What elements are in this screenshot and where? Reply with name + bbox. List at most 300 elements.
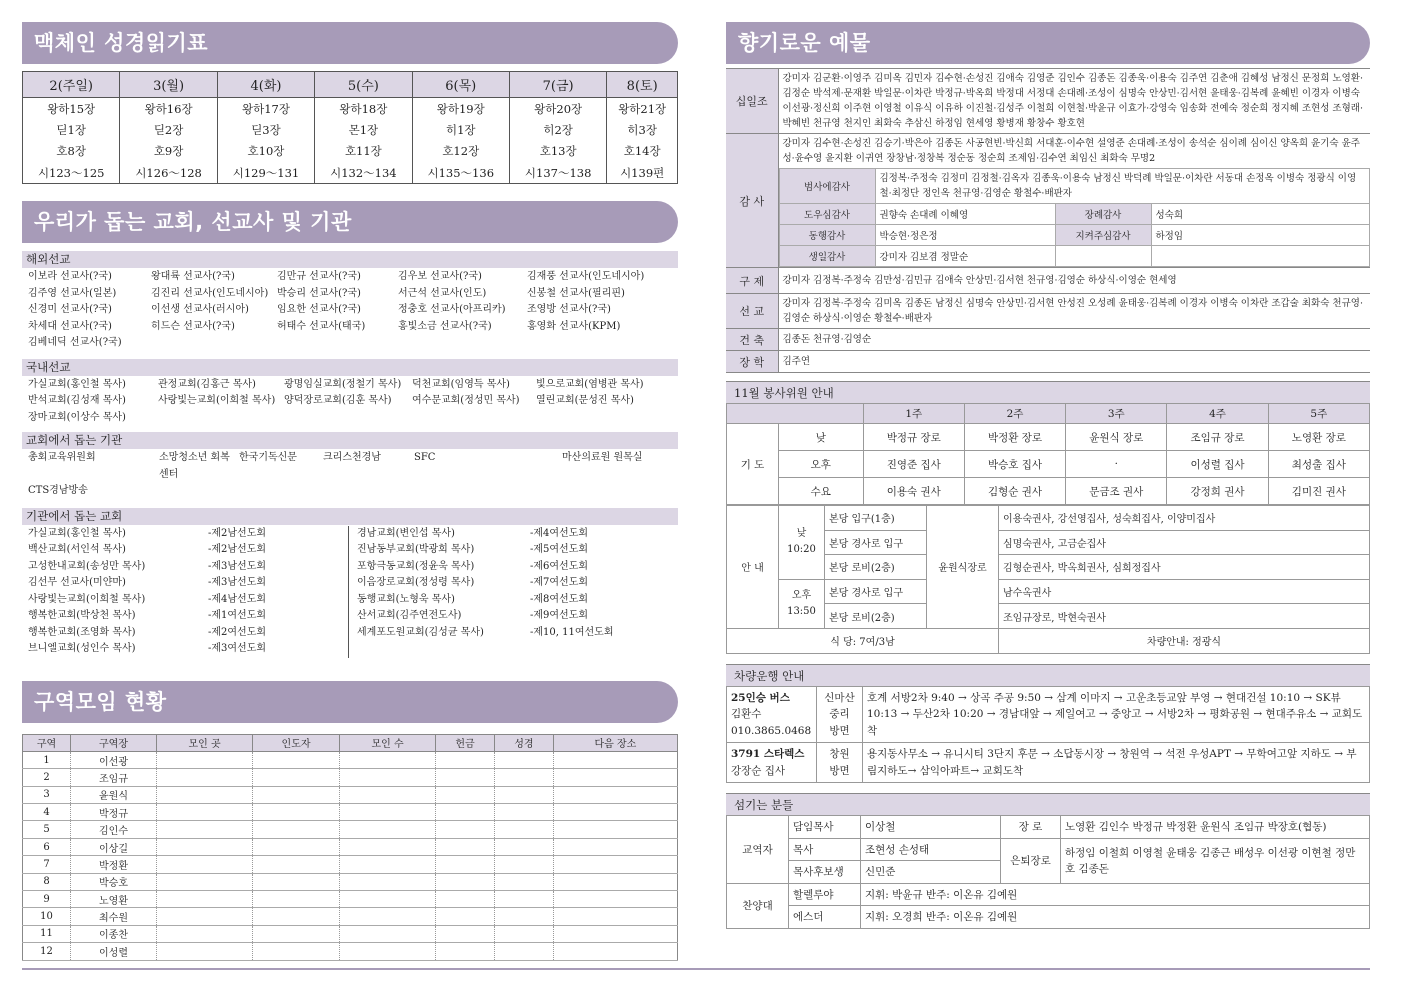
guide-names: 조임규장로, 박현숙권사 — [999, 604, 1370, 629]
reading-cell: 왕하21장 — [607, 98, 678, 120]
district-blank — [339, 925, 435, 942]
district-header: 성경 — [494, 734, 553, 751]
scholar-names: 김주연 — [778, 351, 1370, 373]
reading-cell: 딛3장 — [217, 119, 314, 141]
prayer-slot: 낮 — [779, 424, 864, 451]
district-header: 헌금 — [436, 734, 495, 751]
domestic-item: 가실교회(홍인철 목사) — [28, 378, 126, 390]
district-leader: 박승호 — [71, 873, 157, 890]
district-blank — [253, 943, 340, 960]
guide-label: 안 내 — [727, 506, 779, 629]
org-item: 크리스천경남 — [323, 452, 381, 463]
sub-label: 장례감사 — [1055, 204, 1151, 225]
domestic-item: 빛으로교회(염병관 목사) — [536, 378, 644, 390]
district-leader: 이종찬 — [71, 925, 157, 942]
district-blank — [494, 786, 553, 803]
district-blank — [436, 804, 495, 821]
day-header: 2(주일) — [23, 72, 120, 98]
reading-cell: 딛1장 — [23, 119, 120, 141]
prayer-cell: 김형순 권사 — [964, 478, 1065, 505]
district-blank — [157, 908, 253, 925]
reading-cell: 호10장 — [217, 141, 314, 163]
church-item: 경남교회(변인섭 목사) — [348, 526, 530, 543]
district-header: 모인 곳 — [157, 734, 253, 751]
guide-place: 본당 입구(1층) — [825, 506, 927, 531]
building-label: 건 축 — [726, 329, 778, 351]
district-blank — [339, 804, 435, 821]
missionary-item: 박승리 선교사(?국) — [277, 287, 361, 299]
bus-name: 3791 스타렉스 — [731, 748, 805, 761]
church-group: -제10, 11여선도회 — [530, 626, 614, 638]
church-group: -제3남선도회 — [208, 577, 267, 588]
thanks-names: 강미자 김수현·손성진 김승기·박은아 김종돈 사공현빈·박신희 서대훈·이수현 설영준 손대례·조성이 송석순 심이례 심이신 양옥희 윤기숙 윤주성·윤수영 윤지환 이귀연 장창남·정창복 정순동 정순희 조제임·김수연 최임신 최화숙 무명2 — [782, 138, 1360, 164]
domestic-item: 장마교회(이상수 목사) — [28, 411, 126, 423]
district-blank — [157, 821, 253, 838]
sub-names: 성숙희 — [1151, 204, 1370, 225]
sub-names: 권향숙 손대례 이혜영 — [875, 204, 1055, 225]
church-item: 가실교회(홍인철 목사) — [28, 527, 126, 539]
district-blank — [553, 769, 677, 786]
day-header: 6(목) — [412, 72, 509, 98]
church-group: -제9여선도회 — [530, 610, 589, 621]
district-blank — [436, 891, 495, 908]
church-item: 고성한내교회(송성만 목사) — [28, 560, 146, 572]
choir-text: 지휘: 오경희 반주: 이온유 김예원 — [861, 906, 1370, 929]
district-header-row — [23, 734, 678, 751]
elder-names: 노영환 김인수 박정규 박정환 윤원식 조임규 박장호(협동) — [1061, 816, 1370, 839]
district-blank — [553, 891, 677, 908]
district-blank — [339, 786, 435, 803]
district-blank — [436, 838, 495, 855]
reading-cell: 딛2장 — [120, 119, 217, 141]
dir-text: 중리 — [829, 708, 850, 721]
route-stops: 용지동사무소 → 유니시티 3단지 후문 → 소답동시장 → 창원역 → 석전 우성APT → 무학여고앞 지하도 → 부림지하도→ 삼익아파트→ 교회도착 — [863, 743, 1370, 783]
week-header: 2주 — [964, 404, 1065, 424]
district-row — [23, 786, 678, 803]
sub-empty — [1151, 246, 1370, 267]
church-group: -제8여선도회 — [530, 593, 589, 605]
bus-phone: 010.3865.0468 — [731, 724, 812, 737]
district-banner: 구역모임 현황 — [22, 681, 678, 723]
bus-info — [727, 743, 817, 783]
choir-text: 지휘: 박윤규 반주: 이온유 김예원 — [861, 883, 1370, 906]
dir-text: 방면 — [829, 764, 850, 777]
bus-driver: 김환수 — [731, 708, 762, 721]
sub-names: 박승현·정은정 — [875, 225, 1055, 246]
bus-info — [727, 686, 817, 743]
district-row — [23, 821, 678, 838]
district-blank — [253, 804, 340, 821]
day-header: 8(토) — [607, 72, 678, 98]
prayer-cell: 박정환 장로 — [964, 424, 1065, 451]
relief-names: 강미자 김정복·주정숙 김만성·김민규 김애숙 안상민·김서현 천규영·김영순 하상식·이영순 현세영 — [778, 268, 1370, 294]
district-blank — [553, 804, 677, 821]
missionary-item: 허태수 선교사(태국) — [277, 320, 366, 332]
district-blank — [494, 925, 553, 942]
prayer-label: 기 도 — [727, 424, 779, 505]
guide-names: 이용숙권사, 강선영집사, 성숙희집사, 이양미집사 — [999, 506, 1370, 531]
district-blank — [553, 873, 677, 890]
district-num: 11 — [23, 925, 71, 942]
church-item: 김선무 선교사(미얀마) — [28, 577, 126, 588]
reading-cell: 왕하15장 — [23, 98, 120, 120]
meal-info: 식 당: 7여/3남 — [727, 628, 999, 653]
district-blank — [253, 856, 340, 873]
sub-label: 동행감사 — [779, 225, 875, 246]
dir-text: 신마산 — [824, 691, 855, 704]
district-row — [23, 891, 678, 908]
district-blank — [253, 769, 340, 786]
org-title: 교회에서 돕는 기관 — [22, 432, 678, 449]
reading-header-row — [23, 72, 678, 98]
week-header: 1주 — [863, 404, 964, 424]
reading-cell: 호12장 — [412, 141, 509, 163]
district-blank — [339, 891, 435, 908]
domestic-list — [22, 376, 678, 430]
district-leader: 이상길 — [71, 838, 157, 855]
church-item: 백산교회(서인석 목사) — [28, 544, 126, 555]
district-num: 2 — [23, 769, 71, 786]
mission-label: 선 교 — [726, 294, 778, 329]
thanks-sub-table — [779, 168, 1371, 267]
district-num: 7 — [23, 856, 71, 873]
domestic-item: 사랑빛는교회(이희철 목사) — [158, 395, 276, 406]
ministers-title: 섬기는 분들 — [726, 793, 1370, 815]
church-item: 세계포도원교회(김성균 목사) — [348, 625, 530, 642]
domestic-item: 여수문교회(정성민 목사) — [412, 395, 520, 406]
retired-names: 하정임 이철희 이영철 윤태웅 김종근 배성우 이선광 이현철 정만호 김종돈 — [1061, 838, 1370, 883]
church-group: -제3여선도회 — [208, 643, 267, 654]
prayer-cell: 박승호 집사 — [964, 451, 1065, 478]
prayer-cell: 진영준 집사 — [863, 451, 964, 478]
missionary-item: 임요한 선교사(?국) — [277, 304, 361, 315]
day-header: 7(금) — [509, 72, 606, 98]
district-blank — [494, 769, 553, 786]
district-blank — [553, 838, 677, 855]
prayer-cell: 박정규 장로 — [863, 424, 964, 451]
domestic-item: 광명임실교회(정철기 목사) — [284, 378, 402, 390]
parking-info: 차량안내: 정광식 — [999, 628, 1370, 653]
sub-empty — [1055, 246, 1151, 267]
district-num: 6 — [23, 838, 71, 855]
reading-cell: 히2장 — [509, 119, 606, 141]
tithe-names: 강미자 김군환·이영주 김미옥 김민자 김수현·손성진 김애숙 김영준 김인수 김종돈 김종욱·이용숙 김주연 김춘애 김혜성 남정신 문정희 노영환·김정순 박석제·문재환 박일문·이차란 박정규·박옥희 박정대 서정대 손대례·조성이 심명숙 안상민·김서현 윤태웅·김복례 윤혜빈 이경자 이병숙 이선광·정신희 이주현 이영철 이유식 이유하 이진철·김성주 이철희 이현철·박윤규 이효가·강영숙 임송화 전예숙 정순희 정지혜 조현성 조형래·박혜빈 천규영 천지인 최화숙 추삼신 하정임 현세영 황병재 황창수 황호현 — [778, 69, 1370, 134]
guide-pm — [779, 579, 825, 628]
reading-banner: 맥체인 성경읽기표 — [22, 22, 678, 64]
reading-table — [22, 71, 678, 184]
reading-cell: 시129～131 — [217, 162, 314, 184]
guide-leader: 윤원식장로 — [927, 506, 999, 629]
district-leader: 이성렬 — [71, 943, 157, 960]
staff-label: 교역자 — [727, 816, 789, 884]
prayer-table — [726, 403, 1370, 505]
prayer-cell: 김미진 권사 — [1268, 478, 1369, 505]
district-blank — [157, 769, 253, 786]
district-blank — [253, 891, 340, 908]
district-num: 10 — [23, 908, 71, 925]
guide-pm-time: 13:50 — [787, 605, 816, 617]
vehicle-section — [726, 664, 1370, 784]
thanks-row — [726, 134, 1370, 268]
district-blank — [553, 786, 677, 803]
reading-cell: 호13장 — [509, 141, 606, 163]
district-row — [23, 769, 678, 786]
guide-place: 본당 경사로 입구 — [825, 579, 927, 604]
missionary-item: 차세대 선교사(?국) — [28, 320, 112, 332]
guide-place: 본당 로비(2층) — [825, 555, 927, 580]
reading-cell: 왕하19장 — [412, 98, 509, 120]
district-leader: 박정환 — [71, 856, 157, 873]
org-item: SFC — [414, 452, 436, 463]
domestic-item: 양덕장로교회(김훈 목사) — [284, 395, 392, 406]
district-row — [23, 751, 678, 768]
pastor-names: 조현성 손성태 — [861, 838, 1001, 861]
bus-driver: 강장순 집사 — [731, 764, 786, 777]
missionary-item: 히드슨 선교사(?국) — [151, 320, 235, 332]
church-item: 포항극동교회(정윤욱 목사) — [348, 559, 530, 576]
district-header: 구역장 — [71, 734, 157, 751]
church-list — [22, 525, 678, 661]
prayer-slot: 오후 — [779, 451, 864, 478]
senior-label: 담임목사 — [789, 816, 861, 839]
church-group: -제5여선도회 — [530, 544, 589, 555]
church-group: -제4여선도회 — [530, 527, 589, 539]
relief-label: 구 제 — [726, 268, 778, 294]
retired-label: 은퇴장로 — [1001, 838, 1061, 883]
district-blank — [553, 821, 677, 838]
district-blank — [436, 908, 495, 925]
ministers-section — [726, 793, 1370, 929]
district-header: 다음 장소 — [553, 734, 677, 751]
district-blank — [253, 821, 340, 838]
week-header: 4주 — [1167, 404, 1268, 424]
missionary-item: 김베네딕 선교사(?국) — [28, 337, 122, 348]
district-num: 5 — [23, 821, 71, 838]
district-blank — [157, 804, 253, 821]
building-row — [726, 329, 1370, 351]
sub-label: 생일감사 — [779, 246, 875, 267]
church-group: -제2여선도회 — [208, 626, 267, 638]
district-header: 인도자 — [253, 734, 340, 751]
district-num: 1 — [23, 751, 71, 768]
guide-place: 본당 경사로 입구 — [825, 530, 927, 555]
choir-label: 찬양대 — [727, 883, 789, 928]
district-blank — [157, 873, 253, 890]
missionary-item: 김진리 선교사(인도네시아) — [151, 287, 269, 299]
missionary-item: 이보라 선교사(?국) — [28, 271, 112, 282]
district-blank — [339, 751, 435, 768]
reading-cell: 히1장 — [412, 119, 509, 141]
church-group: -제1여선도회 — [208, 610, 267, 621]
district-row — [23, 838, 678, 855]
prayer-cell: 윤원식 장로 — [1066, 424, 1167, 451]
vehicle-title: 차량운행 안내 — [726, 664, 1370, 686]
reading-row — [23, 141, 678, 163]
district-num: 4 — [23, 804, 71, 821]
candidate-name: 신민준 — [861, 861, 1001, 884]
reading-row — [23, 119, 678, 141]
right-column — [726, 0, 1370, 929]
reading-cell: 호9장 — [120, 141, 217, 163]
district-blank — [494, 751, 553, 768]
missionary-item: 정충호 선교사(아프리카) — [398, 304, 506, 315]
reading-cell: 몬1장 — [315, 119, 412, 141]
church-group: -제7여선도회 — [530, 577, 589, 588]
domestic-title: 국내선교 — [22, 359, 678, 376]
reading-cell: 호8장 — [23, 141, 120, 163]
district-blank — [494, 821, 553, 838]
route-stops: 호계 서방2차 9:40 → 상곡 주공 9:50 → 삼계 이마지 → 고운초등교앞 부영 → 현대건설 10:10 → SK뷰 10:13 → 두산2차 10:20 → 경남대앞 → 제일여고 → 중앙고 → 서방2차 → 평화공원 → 현대주유소 → 교회도착 — [863, 686, 1370, 743]
route-direction — [817, 743, 863, 783]
elder-label: 장 로 — [1001, 816, 1061, 839]
guide-names: 심명숙권사, 고금순집사 — [999, 530, 1370, 555]
guide-place: 본당 로비(2층) — [825, 604, 927, 629]
guide-names: 남수옥권사 — [999, 579, 1370, 604]
reading-row — [23, 162, 678, 184]
prayer-cell: 노영환 장로 — [1268, 424, 1369, 451]
org-list — [22, 449, 678, 503]
reading-cell: 시132～134 — [315, 162, 412, 184]
domestic-item: 덕천교회(임영득 목사) — [412, 378, 510, 390]
reading-cell: 호11장 — [315, 141, 412, 163]
district-blank — [494, 873, 553, 890]
reading-cell: 왕하16장 — [120, 98, 217, 120]
district-blank — [436, 821, 495, 838]
church-item — [348, 641, 530, 658]
prayer-cell: · — [1066, 451, 1167, 478]
district-blank — [253, 786, 340, 803]
reading-cell: 호14장 — [607, 141, 678, 163]
missionary-item: 조영방 선교사(?국) — [527, 304, 611, 315]
church-item: 진남동부교회(박광희 목사) — [348, 542, 530, 559]
dir-text: 방면 — [829, 724, 850, 737]
district-table — [22, 734, 678, 961]
reading-cell: 시139편 — [607, 162, 678, 184]
district-blank — [436, 925, 495, 942]
org-item: 총회교육위원회 — [28, 452, 96, 463]
thanks-label: 감 사 — [726, 134, 778, 268]
missionary-item: 홍빛소금 선교사(?국) — [398, 320, 492, 332]
support-banner: 우리가 돕는 교회, 선교사 및 기관 — [22, 201, 678, 243]
candidate-label: 목사후보생 — [789, 861, 861, 884]
sub-label: 지켜주심감사 — [1055, 225, 1151, 246]
district-num: 8 — [23, 873, 71, 890]
scholar-row — [726, 351, 1370, 373]
prayer-cell: 이용숙 권사 — [863, 478, 964, 505]
prayer-cell: 문금조 권사 — [1066, 478, 1167, 505]
district-blank — [494, 804, 553, 821]
route-row — [727, 743, 1370, 783]
prayer-cell: 최성출 집사 — [1268, 451, 1369, 478]
domestic-item: 열린교회(문성진 목사) — [536, 395, 634, 406]
route-row — [727, 686, 1370, 743]
vehicle-table — [726, 686, 1370, 784]
district-blank — [157, 786, 253, 803]
mission-names: 강미자 김정복·주정숙 김미옥 김종돈 남정신 심명숙 안상민·김서현 안성진 오성례 윤태웅·김복례 이경자 이병숙 이차란 조갑술 최화숙 천규영·김영순 하상식·이영순 황철수·배판자 — [778, 294, 1370, 329]
missionary-item: 김재풍 선교사(인도네시아) — [527, 271, 645, 282]
scholar-label: 장 학 — [726, 351, 778, 373]
district-blank — [494, 908, 553, 925]
district-blank — [157, 751, 253, 768]
church-item: 이음장로교회(정성령 목사) — [348, 575, 530, 592]
week-header: 3주 — [1066, 404, 1167, 424]
district-blank — [494, 856, 553, 873]
district-header: 구역 — [23, 734, 71, 751]
domestic-item: 반석교회(김성재 목사) — [28, 395, 126, 406]
district-leader: 조임규 — [71, 769, 157, 786]
district-blank — [436, 769, 495, 786]
missionary-item: 이선생 선교사(러시아) — [151, 304, 249, 315]
district-leader: 최수원 — [71, 908, 157, 925]
church-group: -제2남선도회 — [208, 544, 267, 555]
reading-cell: 시137～138 — [509, 162, 606, 184]
day-header: 5(수) — [315, 72, 412, 98]
district-blank — [157, 856, 253, 873]
missionary-item: 서근석 선교사(인도) — [398, 287, 487, 299]
district-leader: 노영환 — [71, 891, 157, 908]
guide-day — [779, 506, 825, 580]
district-blank — [436, 751, 495, 768]
district-blank — [553, 925, 677, 942]
day-header: 4(화) — [217, 72, 314, 98]
reading-cell: 왕하17장 — [217, 98, 314, 120]
district-blank — [436, 856, 495, 873]
choir-name: 에스더 — [789, 906, 861, 929]
district-header: 모인 수 — [339, 734, 435, 751]
tithe-label: 십일조 — [726, 69, 778, 134]
prayer-cell: 강정희 권사 — [1167, 478, 1268, 505]
church-title: 기관에서 돕는 교회 — [22, 508, 678, 525]
church-item: 사랑빛는교회(이희철 목사) — [28, 593, 146, 605]
district-leader: 윤원식 — [71, 786, 157, 803]
church-group: -제4남선도회 — [208, 593, 267, 605]
offering-table — [726, 68, 1370, 373]
church-group: -제3남선도회 — [208, 560, 267, 572]
church-group: -제2남선도회 — [208, 527, 267, 539]
sub-label: 범사에감사 — [779, 169, 875, 204]
org-item: 한국기독신문 — [239, 452, 297, 463]
district-blank — [339, 769, 435, 786]
guide-pm-label: 오후 — [791, 589, 812, 601]
district-num: 3 — [23, 786, 71, 803]
bus-name: 25인승 버스 — [731, 691, 790, 704]
district-blank — [553, 856, 677, 873]
district-blank — [157, 925, 253, 942]
reading-cell: 시135～136 — [412, 162, 509, 184]
district-blank — [436, 873, 495, 890]
church-item: 산서교회(김주연전도사) — [348, 608, 530, 625]
prayer-cell: 조임규 장로 — [1167, 424, 1268, 451]
offering-banner: 향기로운 예물 — [726, 22, 1370, 64]
service-title: 11월 봉사위원 안내 — [726, 381, 1370, 403]
missionary-item: 김우보 선교사(?국) — [398, 271, 482, 282]
missionary-item: 김만규 선교사(?국) — [277, 271, 361, 282]
district-blank — [339, 873, 435, 890]
org-item: 소망청소년 회복센터 — [159, 452, 230, 480]
district-num: 9 — [23, 891, 71, 908]
district-blank — [553, 908, 677, 925]
district-leader: 박정규 — [71, 804, 157, 821]
reading-cell: 시126～128 — [120, 162, 217, 184]
missionary-item: 홍영화 선교사(KPM) — [527, 320, 621, 332]
empty-header — [727, 404, 864, 424]
left-column — [22, 0, 678, 961]
relief-row — [726, 268, 1370, 294]
district-blank — [553, 751, 677, 768]
church-group — [530, 641, 670, 658]
district-blank — [253, 873, 340, 890]
reading-cell: 히3장 — [607, 119, 678, 141]
